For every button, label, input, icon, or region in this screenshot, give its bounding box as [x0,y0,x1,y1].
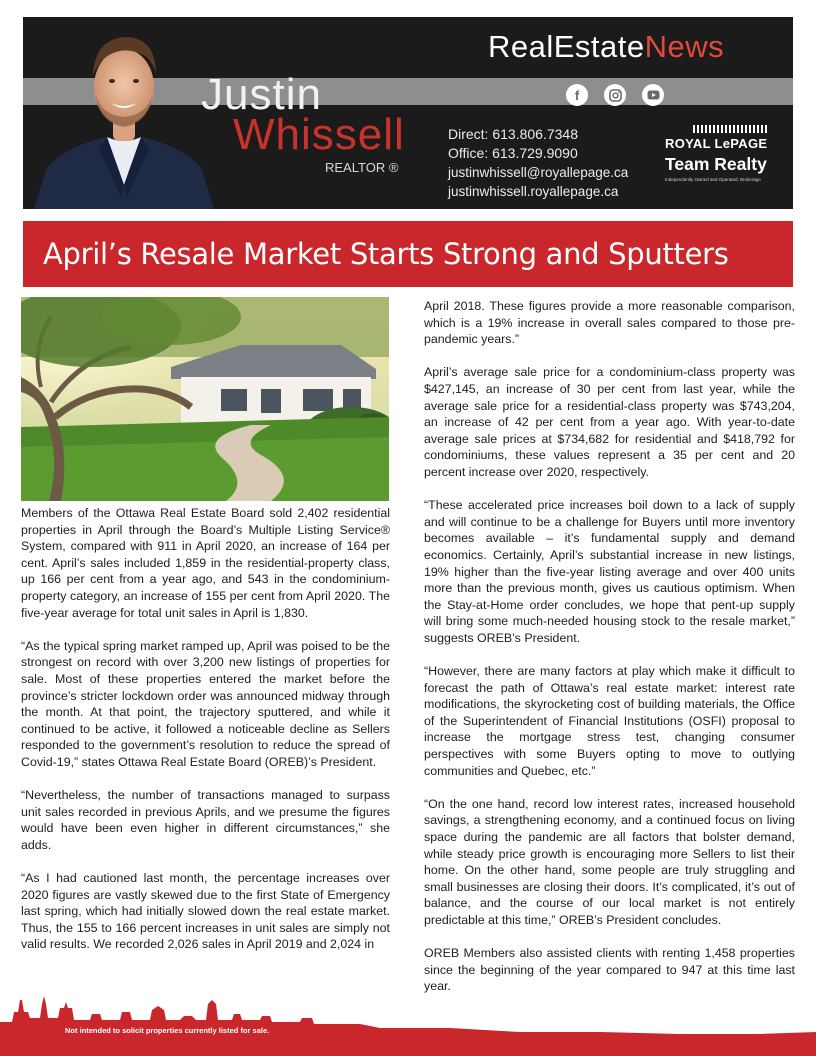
logo-line-3: Independently Owned and Operated, Brokerage [665,177,761,182]
logo-line-1: ROYAL LePAGE [665,136,768,151]
office-phone[interactable]: Office: 613.729.9090 [448,145,578,161]
email-link[interactable]: justinwhissell@royallepage.ca [448,165,629,180]
facebook-icon[interactable]: f [566,84,588,106]
article-paragraph: Members of the Ottawa Real Estate Board sold 2,402 residential properties in April through the Board’s Multiple Listing Service® System, compared with 911 in April 2020, an increase of 164 per cent. April’s sales included 1,859 in the residential-property class, up 166 per cent from a year ago, and 543 in the condominium-property category, an increase of 155 per cent from April 2020. The five-year average for total unit sales in April is 1,830. [21,506,390,620]
youtube-glyph [647,90,660,100]
article-headline: April’s Resale Market Starts Strong and Sputters [23,221,793,287]
article-paragraph: April 2018. These figures provide a more reasonable comparison, which is a 19% increase in overall sales compared to those pre-pandemic years.” [424,299,795,347]
logo-line-2: Team Realty [665,154,767,174]
article-paragraph: “These accelerated price increases boil down to a lack of supply and will continue to be a challenge for Buyers until more inventory becomes available – it’s fundamental supply and demand economics. Certainly, April’s substantial increase in new listings, 19% higher than the five-year listing average and over 400 units more than the previous month, gives us cautious optimism. When the Stay-at-Home order concludes, we hope that pent-up supply will bring some much-needed housing stock to the resale market,” suggests OREB’s President. [424,498,795,645]
article-right-column [424,298,795,1012]
agent-first-name: Justin [201,70,322,119]
article-left-column [21,505,390,970]
article-paragraph: April’s average sale price for a condominium-class property was $427,145, an increase of 30 per cent from last year, while the average sale price for a residential-class property was $743,204, an increase of 42 per cent from a year ago. With year-to-date average sale prices at $734,682 for residential and $418,792 for condominiums, these values represent a 35 per cent and 20 percent increase over 2020, respectively. [424,365,795,479]
article-paragraph: “On the one hand, record low interest rates, increased household savings, a strengthening economy, and a continued focus on living space during the pandemic are all factors that bolster demand, while steady price growth is encouraging more Sellers to list their home. On the other hand, some people are truly struggling and small businesses are closing their doors. It’s complicated, it’s out of balance, and the course of our local market is not entirely predictable at this time,” OREB’s President concludes. [424,796,795,927]
article-paragraph: “However, there are many factors at play which make it difficult to forecast the path of Ottawa’s real estate market: interest rate modifications, the skyrocketing cost of building materials, the Office of the Superintendent of Financial Institutions (OSFI) proposal to increase the mortgage stress test, changing consumer perspectives with some Buyers opting to move to outlying communities and Quebec, etc.” [424,664,795,778]
instagram-icon[interactable] [604,84,626,106]
logo-bars [693,125,769,133]
article-paragraph: “As I had cautioned last month, the percentage increases over 2020 figures are vastly skewed due to the first State of Emergency last spring, which had initially slowed down the real estate market. Thus, the 155 to 166 percent increases in unit sales are simply not valid results. We recorded 2,026 sales in April 2019 and 2,024 in [21,871,390,952]
website-link[interactable]: justinwhissell.royallepage.ca [448,184,619,199]
newsletter-title: RealEstateNews [488,29,725,64]
house-photo [21,297,389,501]
direct-phone[interactable]: Direct: 613.806.7348 [448,126,578,142]
agent-last-name: Whissell [233,110,405,159]
newsletter-header [23,17,793,209]
article-paragraph: “Nevertheless, the number of transactions managed to surpass unit sales recorded in previous Aprils, and we presume the figures would have been even higher in different circumstances,” she adds. [21,788,390,852]
agent-title: REALTOR ® [325,160,399,175]
skyline-footer [0,982,816,1056]
article-paragraph: “As the typical spring market ramped up, April was poised to be the strongest on record with over 3,200 new listings of properties for sale. Most of these properties entered the market before the province’s stricter lockdown order was announced midway through the month. At that point, the trajectory sputtered, and while it continued to be active, it followed a noticeable decline as Sellers responded to the government’s resolution to reduce the spread of Covid-19,” states Ottawa Real Estate Board (OREB)’s President. [21,638,390,769]
footer-disclaimer: Not intended to solicit properties currently listed for sale. [65,1026,270,1035]
youtube-icon[interactable] [642,84,664,106]
contact-block [448,125,628,201]
agent-portrait [29,17,219,209]
instagram-glyph [609,89,622,102]
article-paragraph: OREB Members also assisted clients with renting 1,458 properties since the beginning of the year compared to 947 at this time last year. [424,946,795,994]
brokerage-logo [665,125,775,203]
